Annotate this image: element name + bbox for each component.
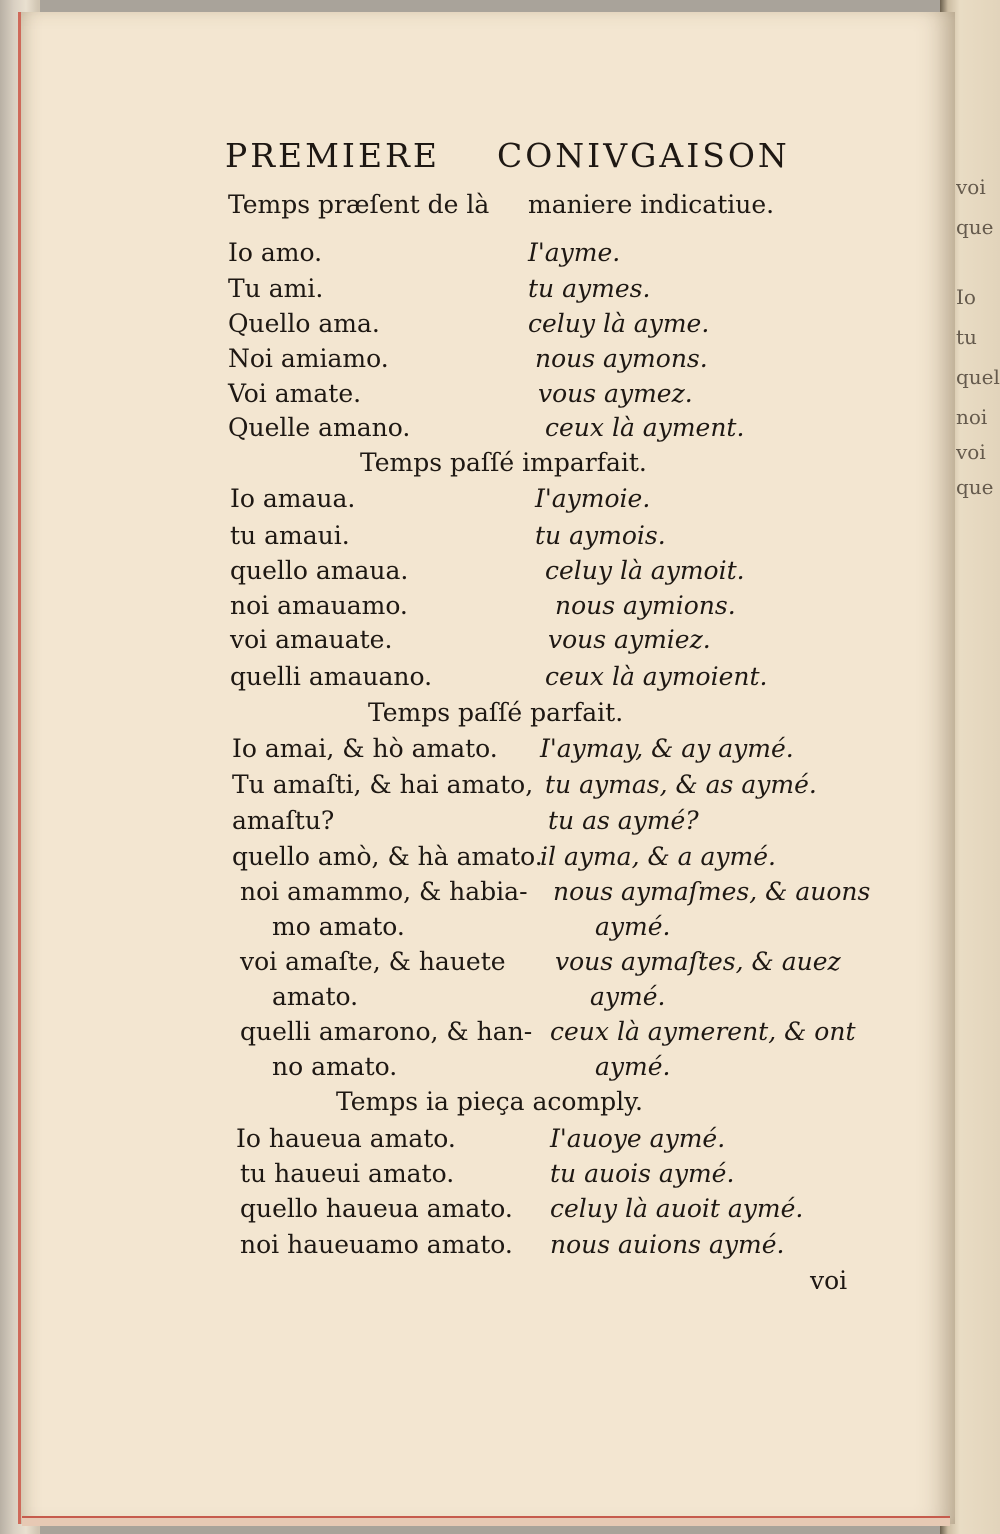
french-form: aymé.: [595, 912, 671, 941]
french-form: aymé.: [595, 1052, 671, 1081]
italian-form: Io amaua.: [230, 484, 356, 513]
facing-page-fragment: noi: [956, 405, 988, 429]
facing-page-fragment: que: [956, 475, 994, 499]
french-form: tu auois aymé.: [550, 1159, 735, 1188]
french-form: celuy là aymoit.: [545, 556, 745, 585]
italian-form: voi amauate.: [230, 625, 393, 654]
french-form: vous aymez.: [538, 379, 693, 408]
french-form: I'aymay, & ay aymé.: [540, 734, 794, 763]
italian-form: noi amauamo.: [230, 591, 408, 620]
catchword: voi: [810, 1266, 848, 1295]
section-heading-right: maniere indicatiue.: [528, 190, 775, 219]
facing-page-fragment: que: [956, 215, 994, 239]
facing-page-fragment: tu: [956, 325, 977, 349]
french-form: nous aymions.: [555, 591, 736, 620]
italian-form: tu amaui.: [230, 521, 350, 550]
section-heading: Temps paſſé imparfait.: [360, 448, 647, 477]
facing-page-fragment: quel: [956, 365, 1000, 389]
running-head-right: CONIVGAISON: [497, 136, 790, 175]
italian-form: Quello ama.: [228, 309, 380, 338]
italian-form: Io amo.: [228, 238, 323, 267]
italian-form: amaſtu?: [232, 806, 335, 835]
italian-form: quello amò, & hà amato.: [232, 842, 543, 871]
italian-form: Noi amiamo.: [228, 344, 389, 373]
italian-form: Tu ami.: [228, 274, 324, 303]
italian-form: noi haueuamo amato.: [240, 1230, 513, 1259]
facing-page-fragment: voi: [956, 440, 986, 464]
facing-page-fragment: Io: [956, 285, 976, 309]
french-form: tu aymas, & as aymé.: [545, 770, 817, 799]
french-form: celuy là ayme.: [528, 309, 710, 338]
italian-form: voi amaſte, & hauete: [240, 947, 506, 976]
italian-form: noi amammo, & habia-: [240, 877, 528, 906]
french-form: aymé.: [590, 982, 666, 1011]
running-head-left: PREMIERE: [225, 136, 440, 175]
french-form: ceux là aymoient.: [545, 662, 768, 691]
italian-form: Io haueua amato.: [236, 1124, 456, 1153]
french-form: I'ayme.: [528, 238, 621, 267]
french-form: il ayma, & a aymé.: [540, 842, 776, 871]
italian-form: mo amato.: [272, 912, 405, 941]
french-form: vous aymiez.: [548, 625, 711, 654]
french-form: ceux là aymerent, & ont: [550, 1017, 856, 1046]
french-form: tu aymes.: [528, 274, 651, 303]
section-heading-left: Temps præſent de là: [228, 190, 490, 219]
book-page: [18, 12, 955, 1524]
italian-form: quelli amarono, & han-: [240, 1017, 533, 1046]
french-form: ceux là ayment.: [545, 413, 745, 442]
french-form: I'aymoie.: [535, 484, 651, 513]
section-heading: Temps paſſé parfait.: [368, 698, 624, 727]
italian-form: tu haueui amato.: [240, 1159, 455, 1188]
italian-form: Quelle amano.: [228, 413, 411, 442]
french-form: celuy là auoit aymé.: [550, 1194, 804, 1223]
italian-form: Tu amaſti, & hai amato,: [232, 770, 534, 799]
french-form: nous aymaſmes, & auons: [553, 877, 871, 906]
french-form: tu as aymé?: [548, 806, 699, 835]
italian-form: no amato.: [272, 1052, 398, 1081]
italian-form: quello haueua amato.: [240, 1194, 513, 1223]
page-edge: [22, 1516, 950, 1526]
italian-form: quelli amauano.: [230, 662, 433, 691]
italian-form: quello amaua.: [230, 556, 409, 585]
section-heading: Temps ia pieça acomply.: [336, 1087, 643, 1116]
facing-page-fragment: voi: [956, 175, 986, 199]
french-form: I'auoye aymé.: [550, 1124, 726, 1153]
italian-form: Io amai, & hò amato.: [232, 734, 498, 763]
french-form: nous auions aymé.: [550, 1230, 785, 1259]
italian-form: Voi amate.: [228, 379, 362, 408]
french-form: nous aymons.: [535, 344, 708, 373]
italian-form: amato.: [272, 982, 359, 1011]
french-form: vous aymaſtes, & auez: [555, 947, 841, 976]
french-form: tu aymois.: [535, 521, 666, 550]
